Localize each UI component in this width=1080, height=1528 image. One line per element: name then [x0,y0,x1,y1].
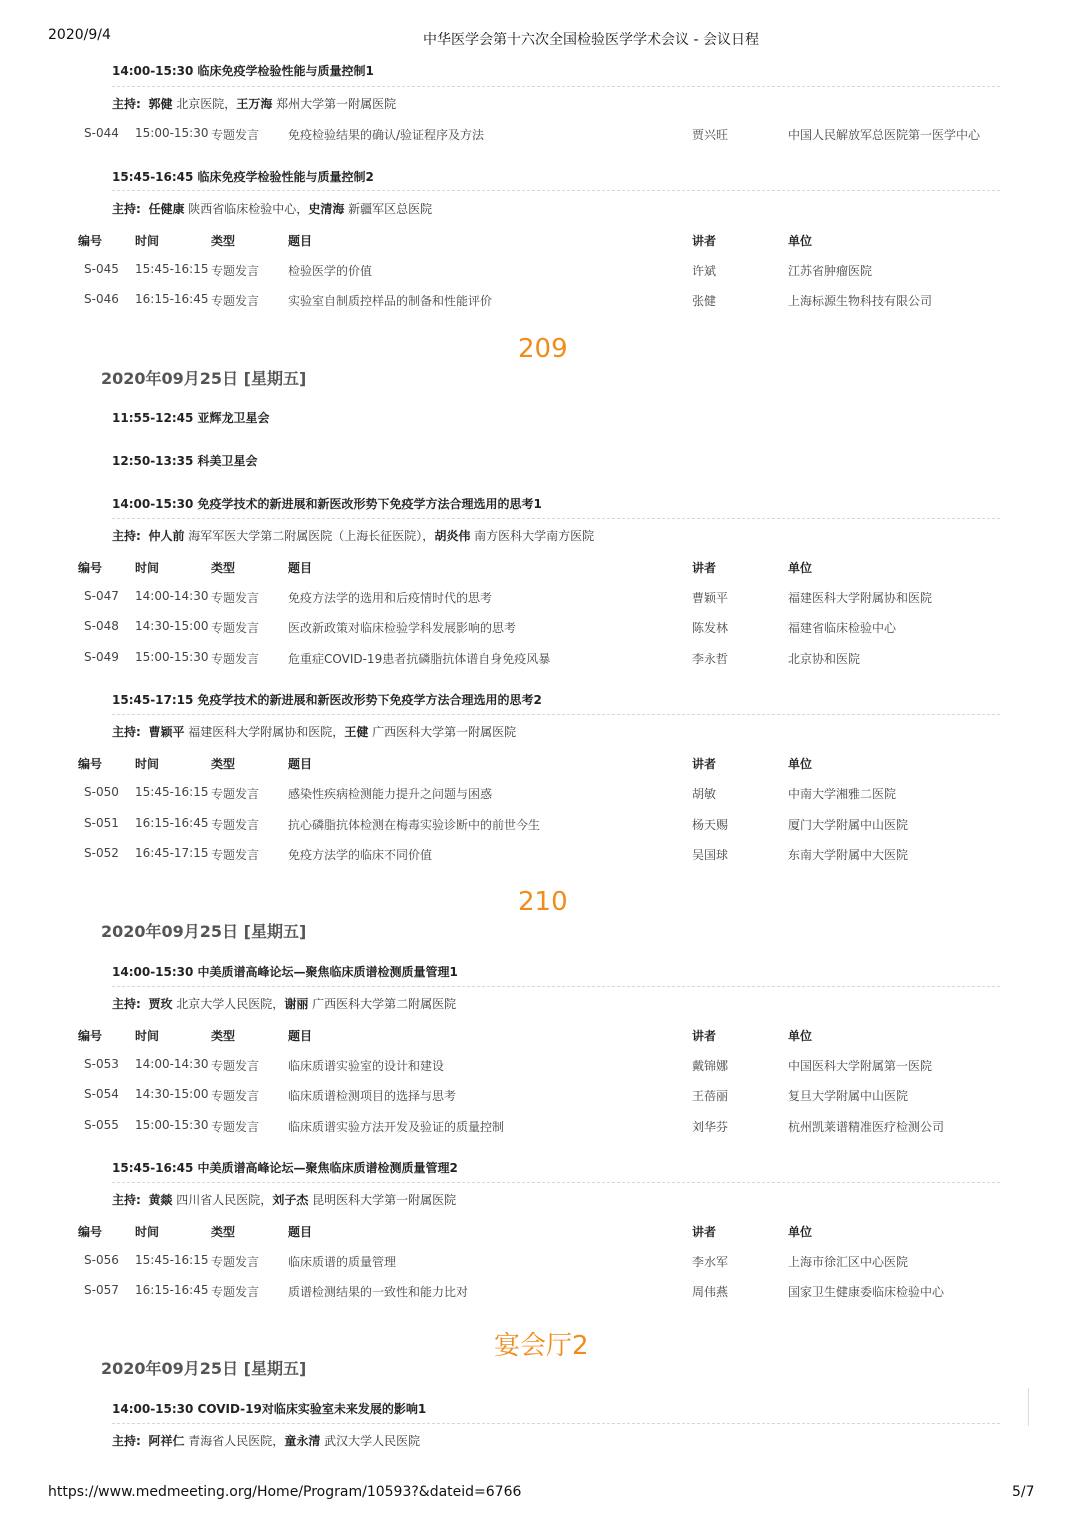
room-heading: 209 [518,334,568,364]
cell-unit: 上海标源生物科技有限公司 [788,294,933,308]
cell-type: 专题发言 [211,652,260,666]
divider [112,986,1000,987]
session-chairs: 主持: 阿祥仁 青海省人民医院，童永清 武汉大学人民医院 [112,1434,421,1448]
cell-time: 15:00-15:30 [135,1118,209,1132]
cell-unit: 中国医科大学附属第一医院 [788,1059,933,1073]
cell-topic[interactable]: 临床质谱实验室的设计和建设 [288,1059,445,1073]
col-time: 时间 [135,757,160,771]
cell-unit: 东南大学附属中大医院 [788,848,909,862]
cell-unit: 国家卫生健康委临床检验中心 [788,1285,945,1299]
cell-id: S-056 [84,1253,119,1267]
col-time: 时间 [135,1029,160,1043]
session-title: 14:00-15:30 COVID-19对临床实验室未来发展的影响1 [112,1402,427,1416]
cell-id: S-057 [84,1283,119,1297]
cell-topic[interactable]: 临床质谱的质量管理 [288,1255,397,1269]
page-number: 5/7 [1012,1484,1035,1500]
session-title: 14:00-15:30 免疫学技术的新进展和新医改形势下免疫学方法合理选用的思考1 [112,497,542,511]
session-chairs: 主持: 贾玫 北京大学人民医院，谢丽 广西医科大学第二附属医院 [112,997,457,1011]
cell-id: S-048 [84,619,119,633]
col-time: 时间 [135,1225,160,1239]
divider [112,1423,1000,1424]
cell-speaker: 陈发林 [692,621,729,635]
cell-unit: 上海市徐汇区中心医院 [788,1255,909,1269]
col-speaker: 讲者 [692,234,717,248]
cell-time: 16:15-16:45 [135,1283,209,1297]
col-time: 时间 [135,234,160,248]
cell-unit: 中国人民解放军总医院第一医学中心 [788,128,981,142]
cell-id: S-055 [84,1118,119,1132]
col-unit: 单位 [788,1225,813,1239]
cell-time: 15:45-16:15 [135,785,209,799]
cell-unit: 江苏省肿瘤医院 [788,264,873,278]
col-speaker: 讲者 [692,1225,717,1239]
session-title: 15:45-16:45 中美质谱高峰论坛—聚焦临床质谱检测质量管理2 [112,1161,458,1175]
col-speaker: 讲者 [692,561,717,575]
cell-topic[interactable]: 医改新政策对临床检验学科发展影响的思考 [288,621,517,635]
col-id: 编号 [78,757,103,771]
cell-unit: 厦门大学附属中山医院 [788,818,909,832]
cell-type: 专题发言 [211,1059,260,1073]
cell-topic[interactable]: 危重症COVID-19患者抗磷脂抗体谱自身免疫风暴 [288,652,551,666]
cell-time: 15:00-15:30 [135,650,209,664]
cell-speaker: 周伟燕 [692,1285,729,1299]
cell-type: 专题发言 [211,1285,260,1299]
cell-type: 专题发言 [211,128,260,142]
session-title: 14:00-15:30 中美质谱高峰论坛—聚焦临床质谱检测质量管理1 [112,965,458,979]
session-chairs: 主持: 郭健 北京医院，王万海 郑州大学第一附属医院 [112,97,397,111]
cell-topic[interactable]: 免疫方法学的临床不同价值 [288,848,433,862]
cell-unit: 福建医科大学附属协和医院 [788,591,933,605]
cell-topic[interactable]: 临床质谱检测项目的选择与思考 [288,1089,457,1103]
session-title: 14:00-15:30 临床免疫学检验性能与质量控制1 [112,64,374,78]
col-id: 编号 [78,234,103,248]
cell-speaker: 贾兴旺 [692,128,729,142]
cell-speaker: 吴国球 [692,848,729,862]
cell-speaker: 许斌 [692,264,717,278]
cell-id: S-046 [84,292,119,306]
cell-time: 16:45-17:15 [135,846,209,860]
cell-topic[interactable]: 质谱检测结果的一致性和能力比对 [288,1285,469,1299]
col-topic: 题目 [288,1029,313,1043]
cell-type: 专题发言 [211,621,260,635]
satellite-session: 12:50-13:35 科美卫星会 [112,454,258,468]
day-heading: 2020年09月25日 [星期五] [101,922,307,941]
cell-type: 专题发言 [211,264,260,278]
cell-speaker: 李永哲 [692,652,729,666]
cell-type: 专题发言 [211,1255,260,1269]
cell-time: 16:15-16:45 [135,292,209,306]
divider [112,1182,1000,1183]
cell-type: 专题发言 [211,1120,260,1134]
room-heading: 210 [518,887,568,917]
session-chairs: 主持: 仲人前 海军军医大学第二附属医院（上海长征医院），胡炎伟 南方医科大学南方医院 [112,529,595,543]
col-topic: 题目 [288,234,313,248]
cell-id: S-045 [84,262,119,276]
col-type: 类型 [211,1225,236,1239]
cell-speaker: 戴锦娜 [692,1059,729,1073]
cell-time: 14:30-15:00 [135,619,209,633]
cell-speaker: 李水军 [692,1255,729,1269]
cell-topic[interactable]: 免疫检验结果的确认/验证程序及方法 [288,128,485,142]
room-heading: 宴会厅2 [494,1331,589,1361]
cell-time: 14:30-15:00 [135,1087,209,1101]
cell-id: S-050 [84,785,119,799]
day-heading: 2020年09月25日 [星期五] [101,1359,307,1378]
satellite-session: 11:55-12:45 亚辉龙卫星会 [112,411,270,425]
col-unit: 单位 [788,234,813,248]
col-unit: 单位 [788,757,813,771]
cell-unit: 福建省临床检验中心 [788,621,897,635]
cell-unit: 复旦大学附属中山医院 [788,1089,909,1103]
divider [112,86,1000,87]
session-chairs: 主持: 黄燚 四川省人民医院，刘子杰 昆明医科大学第一附属医院 [112,1193,457,1207]
col-topic: 题目 [288,1225,313,1239]
cell-time: 15:00-15:30 [135,126,209,140]
cell-time: 15:45-16:15 [135,1253,209,1267]
col-speaker: 讲者 [692,1029,717,1043]
divider [112,190,1000,191]
cell-id: S-052 [84,846,119,860]
session-chairs: 主持: 曹颖平 福建医科大学附属协和医院，王健 广西医科大学第一附属医院 [112,725,517,739]
cell-speaker: 胡敏 [692,787,717,801]
cell-id: S-049 [84,650,119,664]
col-id: 编号 [78,561,103,575]
session-title: 15:45-16:45 临床免疫学检验性能与质量控制2 [112,170,374,184]
cell-time: 16:15-16:45 [135,816,209,830]
cell-unit: 北京协和医院 [788,652,861,666]
cell-id: S-044 [84,126,119,140]
cell-topic[interactable]: 感染性疾病检测能力提升之问题与困惑 [288,787,493,801]
col-topic: 题目 [288,757,313,771]
cell-unit: 杭州凯莱谱精准医疗检测公司 [788,1120,945,1134]
day-heading: 2020年09月25日 [星期五] [101,369,307,388]
cell-id: S-053 [84,1057,119,1071]
col-id: 编号 [78,1029,103,1043]
cell-topic[interactable]: 临床质谱实验方法开发及验证的质量控制 [288,1120,505,1134]
cell-type: 专题发言 [211,818,260,832]
cell-topic[interactable]: 抗心磷脂抗体检测在梅毒实验诊断中的前世今生 [288,818,541,832]
cell-id: S-047 [84,589,119,603]
cell-time: 15:45-16:15 [135,262,209,276]
cell-time: 14:00-14:30 [135,1057,209,1071]
cell-type: 专题发言 [211,591,260,605]
divider [112,518,1000,519]
cell-topic[interactable]: 检验医学的价值 [288,264,373,278]
cell-topic[interactable]: 免疫方法学的选用和后疫情时代的思考 [288,591,493,605]
cell-topic[interactable]: 实验室自制质控样品的制备和性能评价 [288,294,493,308]
cell-speaker: 杨天赐 [692,818,729,832]
cell-time: 14:00-14:30 [135,589,209,603]
divider [112,714,1000,715]
col-type: 类型 [211,234,236,248]
col-speaker: 讲者 [692,757,717,771]
col-type: 类型 [211,757,236,771]
cell-speaker: 张健 [692,294,717,308]
col-type: 类型 [211,561,236,575]
cell-type: 专题发言 [211,787,260,801]
page-title: 中华医学会第十六次全国检验医学学术会议 - 会议日程 [423,32,759,48]
session-title: 15:45-17:15 免疫学技术的新进展和新医改形势下免疫学方法合理选用的思考2 [112,693,542,707]
cell-id: S-051 [84,816,119,830]
cell-speaker: 曹颖平 [692,591,729,605]
session-chairs: 主持: 任健康 陕西省临床检验中心，史清海 新疆军区总医院 [112,202,433,216]
cell-type: 专题发言 [211,1089,260,1103]
cell-id: S-054 [84,1087,119,1101]
cell-type: 专题发言 [211,848,260,862]
scroll-edge [1028,1388,1029,1426]
col-unit: 单位 [788,1029,813,1043]
print-date: 2020/9/4 [48,27,111,43]
cell-speaker: 刘华芬 [692,1120,729,1134]
col-type: 类型 [211,1029,236,1043]
col-time: 时间 [135,561,160,575]
cell-unit: 中南大学湘雅二医院 [788,787,897,801]
col-topic: 题目 [288,561,313,575]
page-url[interactable]: https://www.medmeeting.org/Home/Program/10593?&dateid=6766 [48,1484,522,1500]
col-unit: 单位 [788,561,813,575]
col-id: 编号 [78,1225,103,1239]
cell-type: 专题发言 [211,294,260,308]
cell-speaker: 王蓓丽 [692,1089,729,1103]
